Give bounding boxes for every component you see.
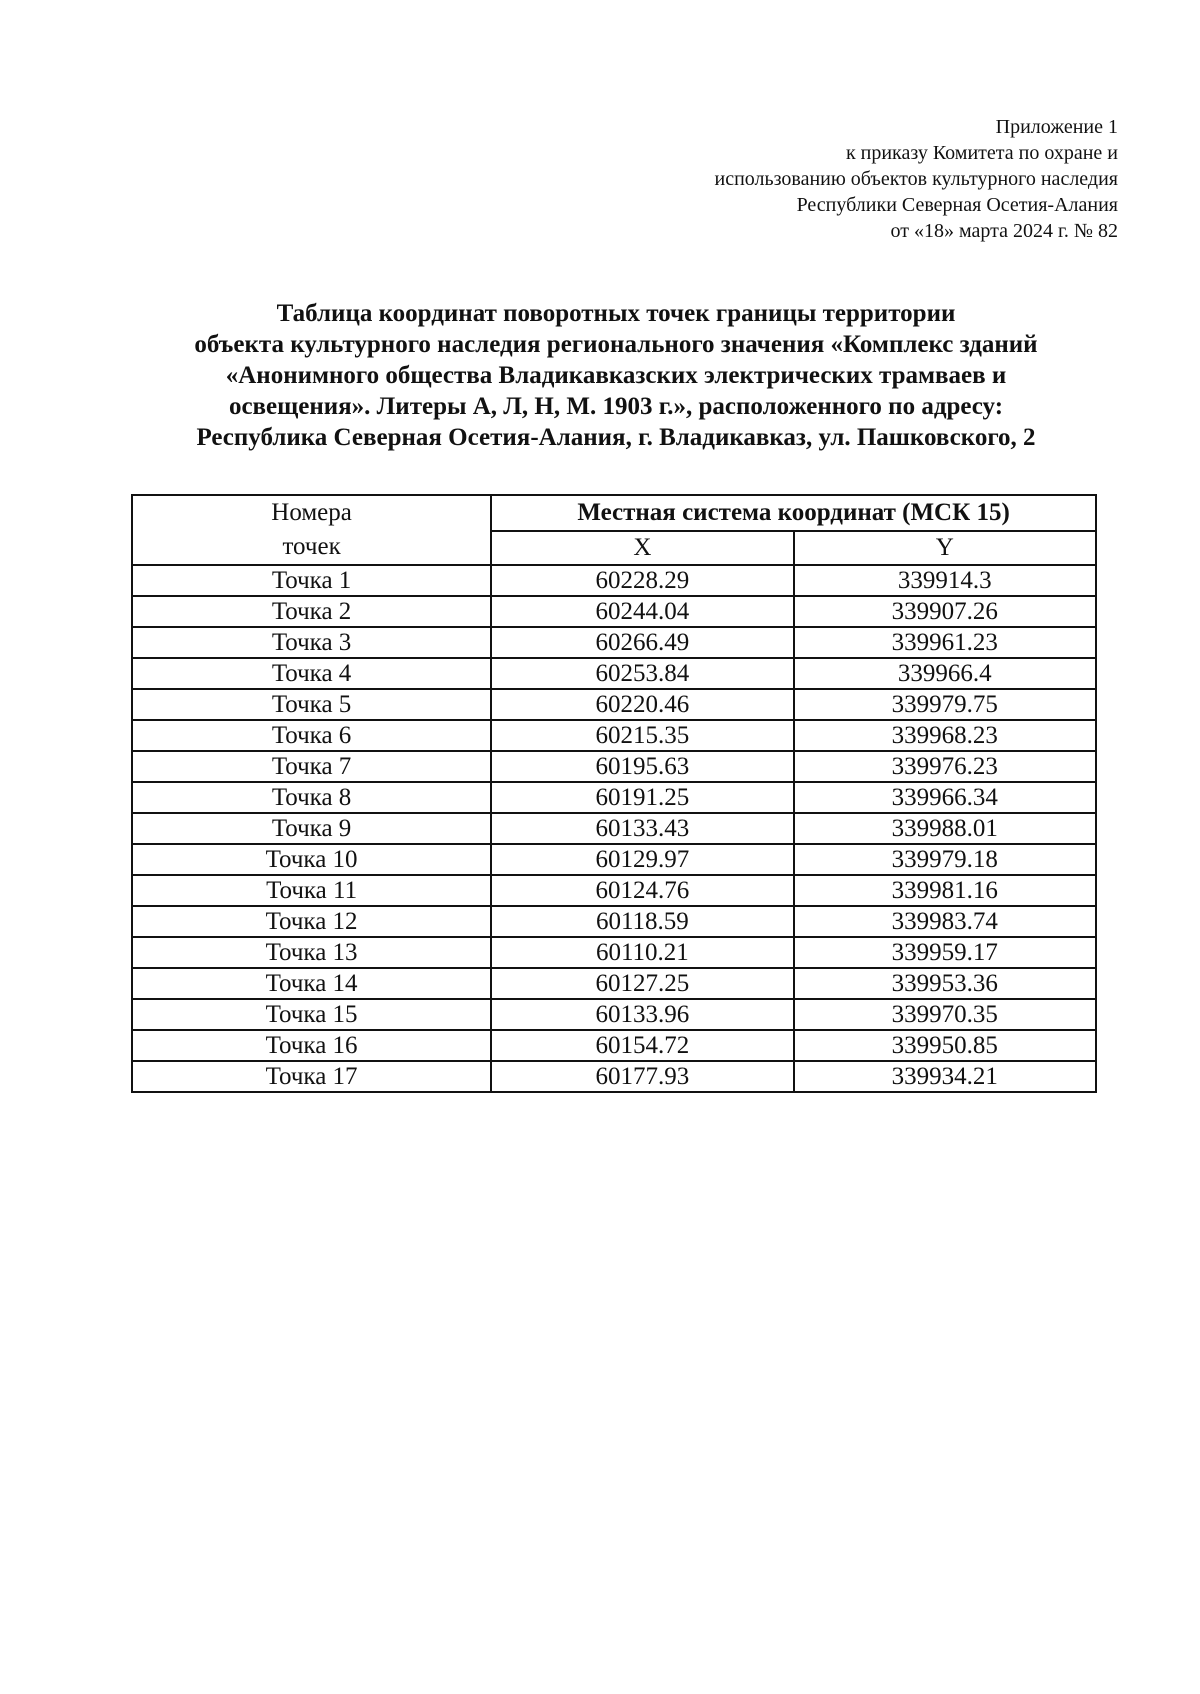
x-value-cell: 60191.25 xyxy=(491,782,793,813)
table-row xyxy=(132,565,1096,596)
y-value-cell: 339979.18 xyxy=(794,844,1096,875)
y-value-cell: 339981.16 xyxy=(794,875,1096,906)
y-column-header: Y xyxy=(794,531,1096,565)
point-name-cell: Точка 5 xyxy=(132,689,491,720)
x-value-cell: 60253.84 xyxy=(491,658,793,689)
point-name-cell: Точка 7 xyxy=(132,751,491,782)
y-value-cell: 339968.23 xyxy=(794,720,1096,751)
table-row xyxy=(132,1061,1096,1092)
title-line: Республика Северная Осетия-Алания, г. Владикавказ, ул. Пашковского, 2 xyxy=(196,424,1036,451)
table-row xyxy=(132,782,1096,813)
point-name-cell: Точка 17 xyxy=(132,1061,491,1092)
y-value-cell: 339961.23 xyxy=(794,627,1096,658)
x-column-header: X xyxy=(491,531,793,565)
point-name-cell: Точка 14 xyxy=(132,968,491,999)
x-value-cell: 60133.96 xyxy=(491,999,793,1030)
x-value-cell: 60195.63 xyxy=(491,751,793,782)
coordinate-system-header: Местная система координат (МСК 15) xyxy=(491,495,1096,531)
table-row xyxy=(132,689,1096,720)
appendix-line: к приказу Комитета по охране и xyxy=(845,142,1118,164)
table-row xyxy=(132,596,1096,627)
y-value-cell: 339959.17 xyxy=(794,937,1096,968)
x-value-cell: 60110.21 xyxy=(491,937,793,968)
x-value-cell: 60127.25 xyxy=(491,968,793,999)
point-name-cell: Точка 12 xyxy=(132,906,491,937)
table-row xyxy=(132,937,1096,968)
table-row xyxy=(132,906,1096,937)
x-value-cell: 60129.97 xyxy=(491,844,793,875)
y-value-cell: 339966.34 xyxy=(794,782,1096,813)
points-header-line: Номера xyxy=(271,499,352,526)
x-value-cell: 60154.72 xyxy=(491,1030,793,1061)
coordinates-table xyxy=(131,494,1097,1093)
table-row xyxy=(132,813,1096,844)
y-value-cell: 339988.01 xyxy=(794,813,1096,844)
table-row xyxy=(132,627,1096,658)
point-name-cell: Точка 9 xyxy=(132,813,491,844)
point-name-cell: Точка 2 xyxy=(132,596,491,627)
appendix-line: Приложение 1 xyxy=(995,116,1118,138)
table-body xyxy=(132,565,1096,1092)
x-value-cell: 60215.35 xyxy=(491,720,793,751)
y-value-cell: 339907.26 xyxy=(794,596,1096,627)
point-name-cell: Точка 1 xyxy=(132,565,491,596)
x-value-cell: 60124.76 xyxy=(491,875,793,906)
x-value-cell: 60220.46 xyxy=(491,689,793,720)
title-line: «Анонимного общества Владикавказских электрических трамваев и xyxy=(225,362,1007,389)
y-value-cell: 339979.75 xyxy=(794,689,1096,720)
y-value-cell: 339976.23 xyxy=(794,751,1096,782)
point-name-cell: Точка 3 xyxy=(132,627,491,658)
table-row xyxy=(132,1030,1096,1061)
table-row xyxy=(132,844,1096,875)
table-row xyxy=(132,968,1096,999)
x-value-cell: 60266.49 xyxy=(491,627,793,658)
point-name-cell: Точка 4 xyxy=(132,658,491,689)
y-value-cell: 339966.4 xyxy=(794,658,1096,689)
document-title xyxy=(120,298,1112,453)
x-value-cell: 60118.59 xyxy=(491,906,793,937)
title-line: объекта культурного наследия регионального значения «Комплекс зданий xyxy=(194,331,1038,358)
table-row xyxy=(132,751,1096,782)
table-row xyxy=(132,720,1096,751)
x-value-cell: 60133.43 xyxy=(491,813,793,844)
point-name-cell: Точка 16 xyxy=(132,1030,491,1061)
x-value-cell: 60177.93 xyxy=(491,1061,793,1092)
title-line: Таблица координат поворотных точек границы территории xyxy=(276,300,956,327)
y-value-cell: 339914.3 xyxy=(794,565,1096,596)
table-row xyxy=(132,999,1096,1030)
appendix-note xyxy=(518,114,1118,244)
points-column-header xyxy=(132,495,491,565)
point-name-cell: Точка 15 xyxy=(132,999,491,1030)
y-value-cell: 339950.85 xyxy=(794,1030,1096,1061)
y-value-cell: 339970.35 xyxy=(794,999,1096,1030)
title-line: освещения». Литеры А, Л, Н, М. 1903 г.», расположенного по адресу: xyxy=(228,393,1004,420)
y-value-cell: 339983.74 xyxy=(794,906,1096,937)
points-header-line: точек xyxy=(282,533,341,560)
y-value-cell: 339953.36 xyxy=(794,968,1096,999)
appendix-line: Республики Северная Осетия-Алания xyxy=(796,194,1118,216)
point-name-cell: Точка 8 xyxy=(132,782,491,813)
table-row xyxy=(132,658,1096,689)
appendix-line: от «18» марта 2024 г. № 82 xyxy=(890,220,1118,242)
point-name-cell: Точка 13 xyxy=(132,937,491,968)
point-name-cell: Точка 11 xyxy=(132,875,491,906)
x-value-cell: 60228.29 xyxy=(491,565,793,596)
table-row xyxy=(132,875,1096,906)
point-name-cell: Точка 6 xyxy=(132,720,491,751)
appendix-line: использованию объектов культурного наследия xyxy=(714,168,1118,190)
point-name-cell: Точка 10 xyxy=(132,844,491,875)
y-value-cell: 339934.21 xyxy=(794,1061,1096,1092)
x-value-cell: 60244.04 xyxy=(491,596,793,627)
